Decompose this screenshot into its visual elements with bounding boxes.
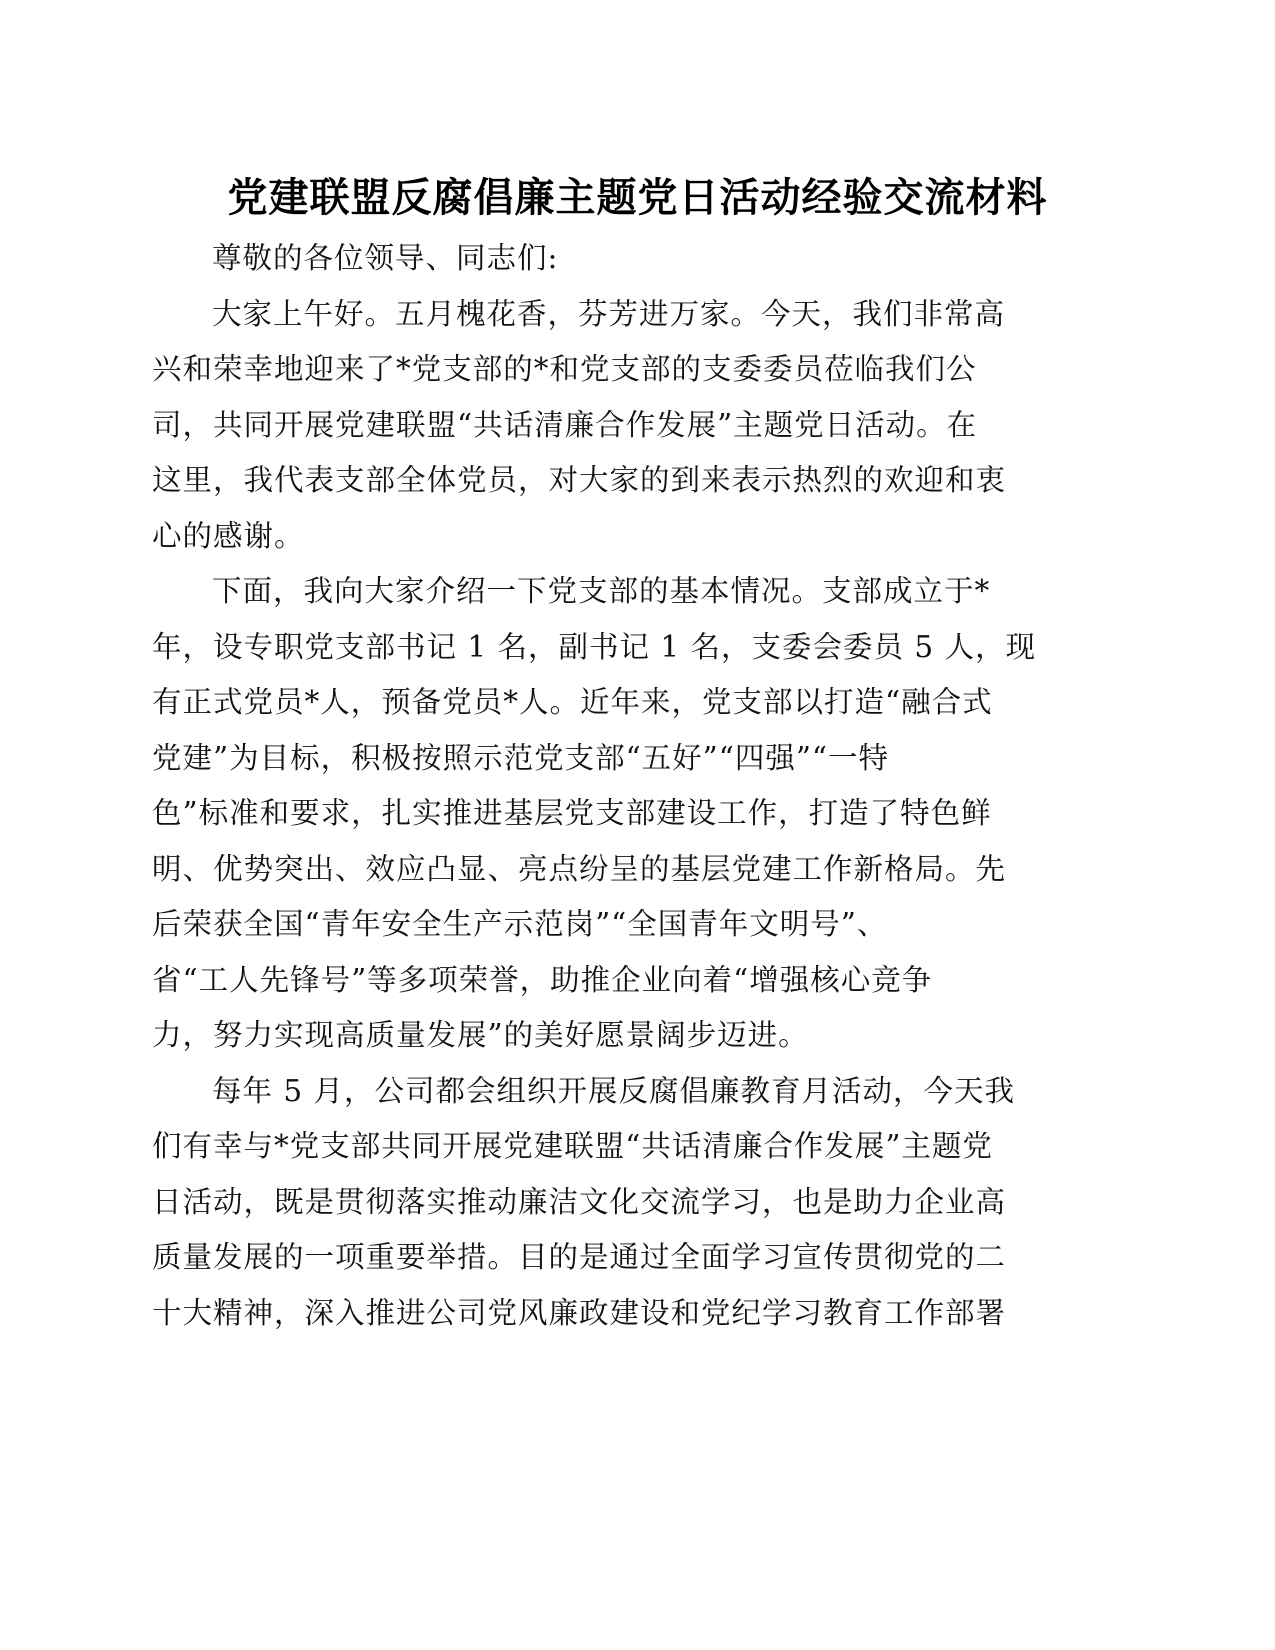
text-line: 日活动，既是贯彻落实推动廉洁文化交流学习，也是助力企业高 — [152, 1185, 1007, 1219]
text-line: 力，努力实现高质量发展”的美好愿景阔步迈进。 — [152, 1018, 809, 1052]
text-line: 下面，我向大家介绍一下党支部的基本情况。支部成立于* — [212, 574, 991, 608]
text-line: 每年 5 月，公司都会组织开展反腐倡廉教育月活动，今天我 — [212, 1074, 1016, 1108]
text-line: 们有幸与*党支部共同开展党建联盟“共话清廉合作发展”主题党 — [152, 1129, 993, 1163]
text-line: 明、优势突出、效应凸显、亮点纷呈的基层党建工作新格局。先 — [152, 852, 1007, 886]
text-line: 省“工人先锋号”等多项荣誉，助推企业向着“增强核心竞争 — [152, 963, 933, 997]
text-line: 党建”为目标，积极按照示范党支部“五好”“四强”“一特 — [152, 741, 889, 775]
text-line: 年，设专职党支部书记 1 名，副书记 1 名，支委会委员 5 人，现 — [152, 630, 1037, 664]
text-line: 质量发展的一项重要举措。目的是通过全面学习宣传贯彻党的二 — [152, 1240, 1007, 1274]
text-line: 大家上午好。五月槐花香，芬芳进万家。今天，我们非常高 — [212, 297, 1006, 331]
text-line: 十大精神，深入推进公司党风廉政建设和党纪学习教育工作部署 — [152, 1296, 1007, 1330]
text-line: 尊敬的各位领导、同志们: — [212, 241, 559, 275]
text-line: 司，共同开展党建联盟“共话清廉合作发展”主题党日活动。在 — [152, 408, 978, 442]
text-line: 有正式党员*人，预备党员*人。近年来，党支部以打造“融合式 — [152, 685, 993, 719]
document-title: 党建联盟反腐倡廉主题党日活动经验交流材料 — [227, 175, 1048, 221]
text-line: 兴和荣幸地迎来了*党支部的*和党支部的支委委员莅临我们公 — [152, 352, 977, 386]
text-line: 这里，我代表支部全体党员，对大家的到来表示热烈的欢迎和衷 — [152, 463, 1007, 497]
text-line: 色”标准和要求，扎实推进基层党支部建设工作，打造了特色鲜 — [152, 796, 992, 830]
text-line: 后荣获全国“青年安全生产示范岗”“全国青年文明号”、 — [152, 907, 888, 941]
text-line: 心的感谢。 — [152, 519, 305, 553]
